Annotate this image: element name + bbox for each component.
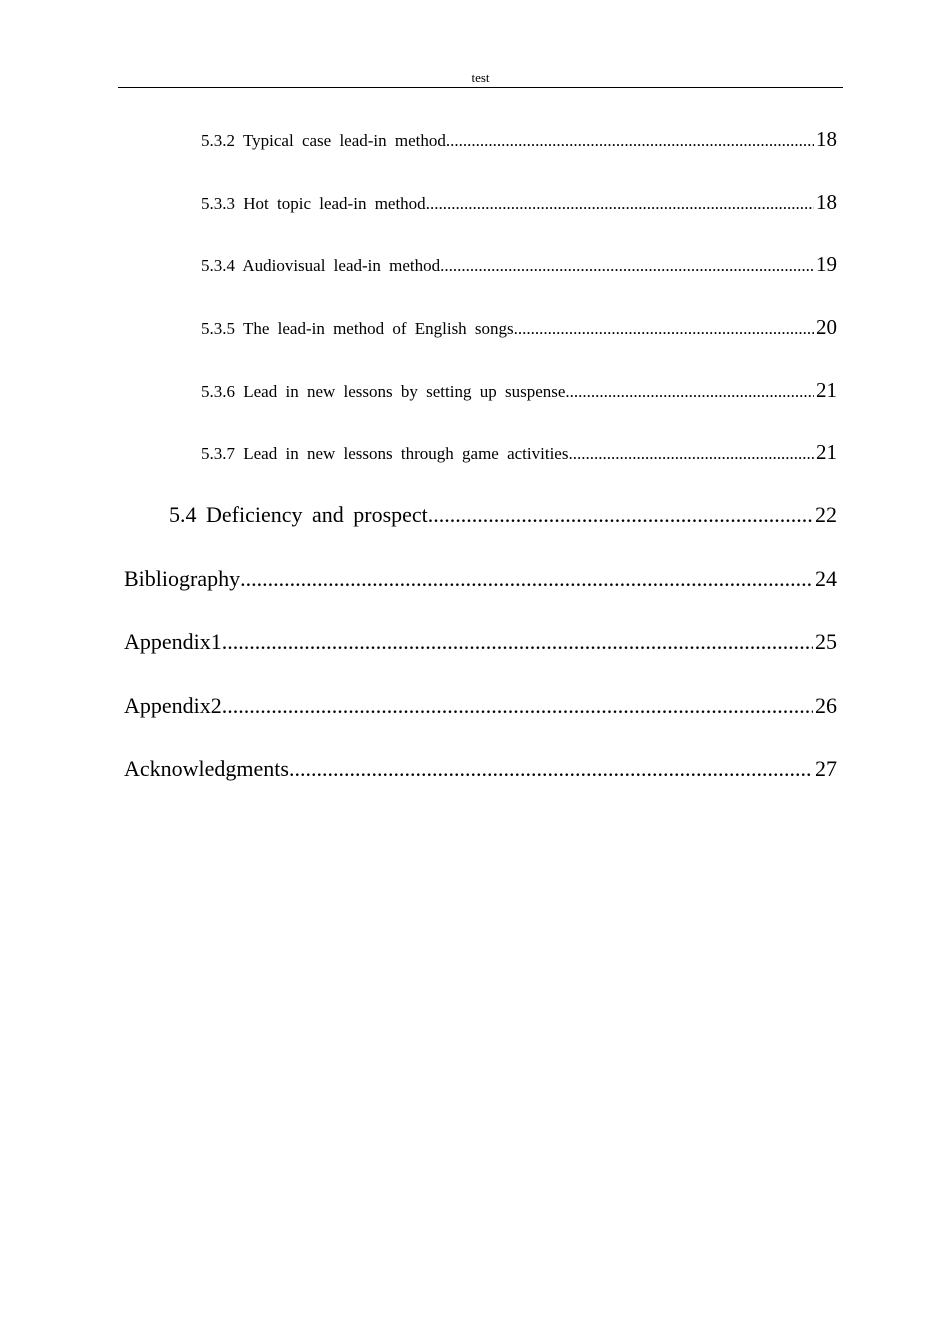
toc-dot-leader	[428, 501, 813, 529]
toc-dot-leader	[426, 192, 814, 216]
toc-dot-leader	[446, 129, 814, 153]
toc-entry[interactable]	[124, 628, 837, 656]
toc-page-number: 21	[816, 378, 837, 402]
toc-page-number: 25	[815, 629, 837, 654]
toc-dot-leader	[514, 317, 814, 341]
toc-page-number: 19	[816, 252, 837, 276]
toc-entry[interactable]	[201, 378, 837, 404]
toc-entry[interactable]	[124, 692, 837, 720]
toc-entry-text: Lead in new lessons through game activities	[243, 444, 569, 463]
toc-dot-leader	[240, 565, 813, 593]
toc-entry-title	[201, 380, 565, 404]
toc-dot-leader	[222, 692, 813, 720]
toc-entry[interactable]	[201, 315, 837, 341]
toc-entry[interactable]	[169, 501, 837, 529]
toc-entry-number: 5.3.3	[201, 194, 235, 213]
toc-entry-title	[201, 192, 426, 216]
toc-dot-leader	[222, 628, 813, 656]
toc-entry[interactable]	[201, 127, 837, 153]
toc-entry-number: 5.3.5	[201, 319, 235, 338]
toc-entry[interactable]	[201, 440, 837, 466]
toc-entry[interactable]	[201, 252, 837, 278]
toc-page-number: 22	[815, 502, 837, 527]
toc-page-number: 18	[816, 127, 837, 151]
toc-entry-number: 5.4	[169, 502, 197, 527]
toc-entry-text: Hot topic lead-in method	[243, 194, 426, 213]
toc-entry-text: Audiovisual lead-in method	[242, 256, 441, 275]
toc-entry-text: Lead in new lessons by setting up suspense	[243, 382, 566, 401]
toc-page-number: 27	[815, 756, 837, 781]
toc-entry-text: The lead-in method of English songs	[242, 319, 514, 338]
toc-page-number: 18	[816, 190, 837, 214]
page-header-title: test	[471, 70, 490, 85]
toc-entry-title	[169, 501, 428, 529]
toc-entry-text: Bibliography	[124, 566, 241, 591]
toc-page-number: 21	[816, 440, 837, 464]
toc-entry-title	[201, 317, 514, 341]
toc-entry-number: 5.3.2	[201, 131, 235, 150]
toc-entry-text: Deficiency and prospect	[206, 502, 428, 527]
toc-entry-title	[201, 254, 440, 278]
toc-dot-leader	[289, 755, 813, 783]
toc-page-number: 20	[816, 315, 837, 339]
toc-page-number: 26	[815, 693, 837, 718]
toc-entry-text: Typical case lead-in method	[242, 131, 446, 150]
toc-entry[interactable]	[124, 565, 837, 593]
toc-entry-number: 5.3.7	[201, 444, 235, 463]
header-rule	[118, 87, 843, 88]
toc-entry[interactable]	[124, 755, 837, 783]
toc-entry-title	[201, 129, 446, 153]
toc-dot-leader	[568, 442, 814, 466]
toc-entry-text: Appendix2	[124, 693, 222, 718]
toc-entry[interactable]	[201, 190, 837, 216]
toc-dot-leader	[440, 254, 814, 278]
toc-entry-title	[201, 442, 568, 466]
toc-entry-text: Acknowledgments	[124, 756, 289, 781]
toc-dot-leader	[565, 380, 814, 404]
toc-entry-number: 5.3.6	[201, 382, 235, 401]
toc-entry-text: Appendix1	[124, 629, 222, 654]
toc-page-number: 24	[815, 566, 837, 591]
toc-entry-number: 5.3.4	[201, 256, 235, 275]
